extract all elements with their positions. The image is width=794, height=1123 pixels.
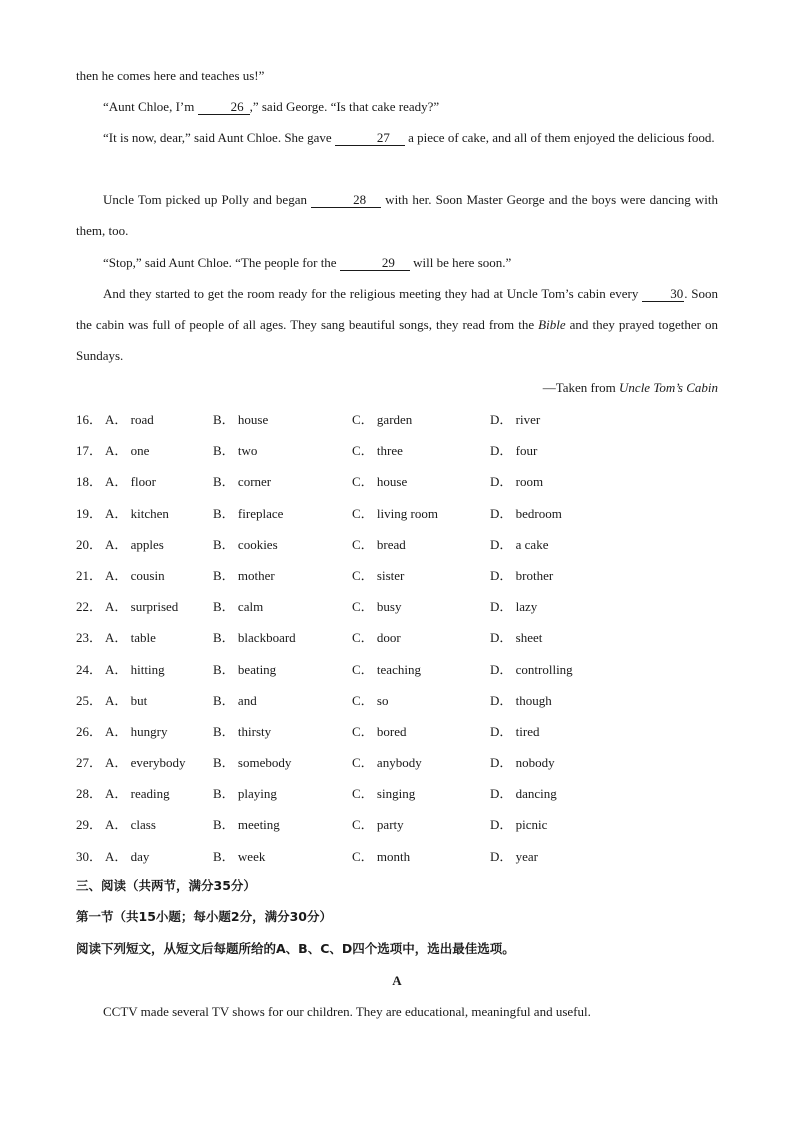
option-a: A． kitchen bbox=[105, 505, 169, 521]
option-c: C． sister bbox=[352, 567, 405, 583]
passage-text: with her. Soon Master George and the boys were dancing with them, too. bbox=[76, 192, 719, 238]
question-number: 24． bbox=[76, 661, 103, 677]
question-number: 19． bbox=[76, 505, 103, 521]
blank-28: 28 bbox=[311, 193, 381, 208]
option-b: B． two bbox=[213, 443, 258, 459]
passage-text: ,” said George. “Is that cake ready?” bbox=[249, 99, 440, 114]
option-d: D． bedroom bbox=[490, 505, 562, 521]
passage-paragraph-1 bbox=[76, 91, 718, 122]
option-d: D． controlling bbox=[490, 661, 573, 677]
option-d: D． lazy bbox=[490, 599, 538, 615]
option-b: B． week bbox=[213, 848, 266, 864]
option-c: C． door bbox=[352, 630, 401, 646]
question-row bbox=[76, 498, 718, 529]
section-title: 三、阅读（共两节，满分35分） bbox=[76, 878, 256, 893]
option-a: A． road bbox=[105, 412, 154, 427]
question-number: 23． bbox=[76, 630, 103, 646]
option-b: B． fireplace bbox=[213, 505, 284, 521]
passage-paragraph-3 bbox=[76, 184, 718, 246]
option-b: B． house bbox=[213, 412, 269, 427]
option-c: C． house bbox=[352, 474, 408, 490]
bible-title: Bible bbox=[538, 317, 566, 332]
option-a: A． hungry bbox=[105, 723, 168, 739]
option-d: D． tired bbox=[490, 723, 540, 739]
question-row bbox=[76, 747, 718, 778]
option-a: A． everybody bbox=[105, 755, 186, 771]
option-c: C． month bbox=[352, 848, 411, 864]
option-d: D． river bbox=[490, 412, 541, 427]
passage-line-0 bbox=[76, 60, 718, 91]
option-b: B． mother bbox=[213, 567, 275, 583]
passage-text: “Aunt Chloe, I’m bbox=[103, 99, 198, 114]
option-d: D． room bbox=[490, 474, 544, 490]
option-b: B． and bbox=[213, 692, 257, 708]
question-number: 21． bbox=[76, 567, 103, 583]
question-number: 17． bbox=[76, 443, 103, 459]
option-c: C． living room bbox=[352, 505, 438, 521]
option-c: C． singing bbox=[352, 786, 416, 802]
option-d: D． nobody bbox=[490, 755, 555, 771]
option-c: C． garden bbox=[352, 412, 413, 427]
option-a: A． floor bbox=[105, 474, 156, 490]
question-number: 29． bbox=[76, 817, 103, 833]
option-a: A． reading bbox=[105, 786, 170, 802]
option-d: D． four bbox=[490, 443, 538, 459]
question-number: 20． bbox=[76, 536, 103, 552]
option-b: B． cookies bbox=[213, 536, 278, 552]
question-row bbox=[76, 809, 718, 840]
question-row bbox=[76, 716, 718, 747]
passage-text: then he comes here and teaches us!” bbox=[76, 68, 265, 83]
source-prefix: —Taken from bbox=[542, 380, 620, 395]
question-number: 28． bbox=[76, 786, 103, 802]
passage-text: . Soon the cabin was full of people of all ages. They sang beautiful songs, they read from the bbox=[76, 286, 718, 332]
question-row bbox=[76, 529, 718, 560]
option-c: C． so bbox=[352, 692, 389, 708]
question-row bbox=[76, 778, 718, 809]
option-d: D． a cake bbox=[490, 536, 549, 552]
option-a: A． cousin bbox=[105, 567, 165, 583]
passage-paragraph-4 bbox=[76, 247, 718, 278]
question-row bbox=[76, 654, 718, 685]
option-a: A． class bbox=[105, 817, 156, 833]
source-title: Uncle Tom’s Cabin bbox=[619, 380, 718, 395]
reading-passage-first-line bbox=[76, 996, 718, 1027]
option-b: B． thirsty bbox=[213, 723, 272, 739]
blank-26: 26 bbox=[198, 100, 250, 115]
question-number: 25． bbox=[76, 692, 103, 708]
passage-text: Uncle Tom picked up Polly and began bbox=[103, 192, 312, 207]
option-a: A． one bbox=[105, 443, 150, 459]
option-d: D． picnic bbox=[490, 817, 548, 833]
option-c: C． anybody bbox=[352, 755, 422, 771]
question-number: 16． bbox=[76, 412, 103, 427]
passage-paragraph-5 bbox=[76, 278, 718, 371]
blank-27: 27 bbox=[335, 131, 405, 146]
option-b: B． blackboard bbox=[213, 630, 296, 646]
option-b: B． calm bbox=[213, 599, 264, 615]
question-row bbox=[76, 466, 718, 497]
option-c: C． teaching bbox=[352, 661, 421, 677]
option-b: B． playing bbox=[213, 786, 277, 802]
source-citation bbox=[543, 375, 718, 401]
passage-text: and they prayed together on Sundays. bbox=[76, 317, 718, 363]
option-c: C． party bbox=[352, 817, 404, 833]
option-a: A． hitting bbox=[105, 661, 165, 677]
question-number: 27． bbox=[76, 755, 103, 771]
blank-29: 29 bbox=[340, 256, 410, 271]
passage-text: CCTV made several TV shows for our children. They are educational, meaningful and useful. bbox=[103, 1004, 591, 1019]
option-d: D． brother bbox=[490, 567, 554, 583]
option-c: C． three bbox=[352, 443, 403, 459]
question-number: 22． bbox=[76, 599, 103, 615]
part-title: 第一节（共15小题；每小题2分，满分30分） bbox=[76, 909, 332, 924]
passage-label: A bbox=[392, 973, 402, 988]
passage-paragraph-2 bbox=[76, 122, 718, 153]
question-row bbox=[76, 685, 718, 716]
option-a: A． table bbox=[105, 630, 156, 646]
question-row bbox=[76, 560, 718, 591]
option-b: B． somebody bbox=[213, 755, 292, 771]
question-row bbox=[76, 404, 718, 435]
question-list bbox=[76, 404, 718, 872]
passage-text: And they started to get the room ready for the religious meeting they had at Uncle Tom’s cabin every bbox=[103, 286, 643, 301]
option-d: D． year bbox=[490, 848, 539, 864]
option-c: C． busy bbox=[352, 599, 402, 615]
option-d: D． sheet bbox=[490, 630, 543, 646]
question-number: 30． bbox=[76, 848, 103, 864]
option-c: C． bread bbox=[352, 536, 406, 552]
passage-text: a piece of cake, and all of them enjoyed the delicious food. bbox=[404, 130, 715, 145]
passage-text: will be here soon.” bbox=[409, 255, 512, 270]
question-number: 26． bbox=[76, 723, 103, 739]
option-c: C． bored bbox=[352, 723, 407, 739]
option-b: B． corner bbox=[213, 474, 272, 490]
option-d: D． dancing bbox=[490, 786, 557, 802]
option-a: A． apples bbox=[105, 536, 164, 552]
question-row bbox=[76, 622, 718, 653]
passage-text: “Stop,” said Aunt Chloe. “The people for the bbox=[103, 255, 340, 270]
option-d: D． though bbox=[490, 692, 552, 708]
option-b: B． beating bbox=[213, 661, 277, 677]
question-number: 18． bbox=[76, 474, 103, 490]
passage-text: “It is now, dear,” said Aunt Chloe. She gave bbox=[103, 130, 335, 145]
option-a: A． surprised bbox=[105, 599, 179, 615]
blank-30: 30 bbox=[642, 287, 684, 302]
option-a: A． but bbox=[105, 692, 148, 708]
question-row bbox=[76, 841, 718, 872]
question-row bbox=[76, 591, 718, 622]
instruction: 阅读下列短文，从短文后每题所给的A、B、C、D四个选项中，选出最佳选项。 bbox=[76, 941, 515, 956]
option-a: A． day bbox=[105, 848, 150, 864]
question-row bbox=[76, 435, 718, 466]
option-b: B． meeting bbox=[213, 817, 280, 833]
